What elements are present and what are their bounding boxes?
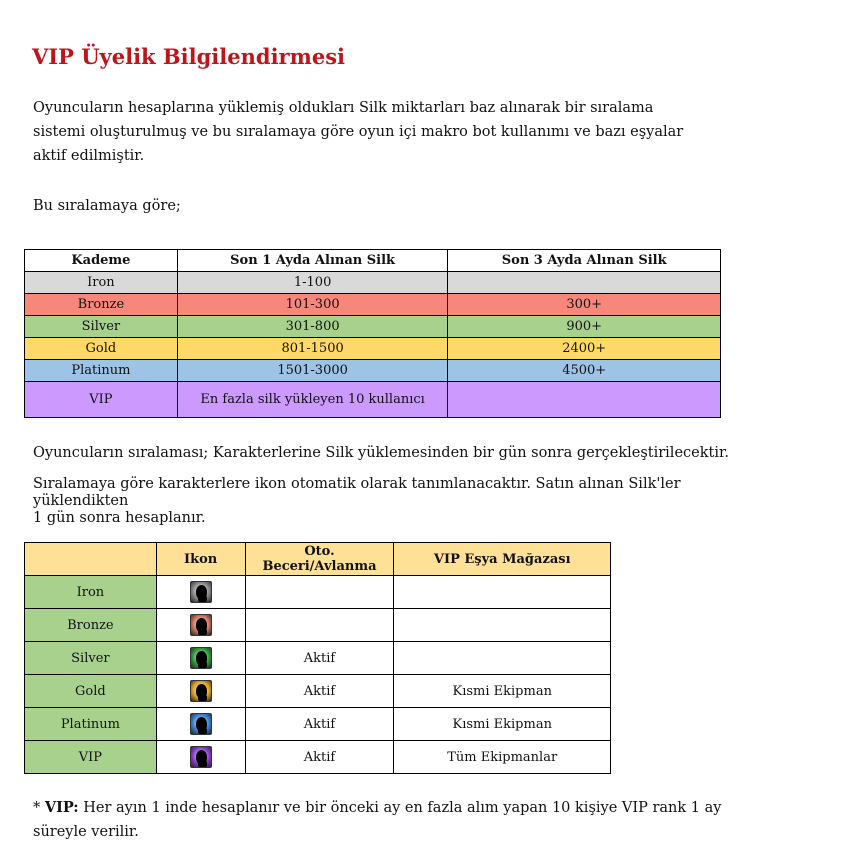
month3-value: 300+	[448, 294, 721, 316]
vip-avatar-icon	[190, 746, 212, 768]
ranking-note: Oyuncuların sıralaması; Karakterlerine Silk yüklemesinden bir gün sonra gerçekleştirilecektir.	[33, 445, 729, 461]
iron-avatar-icon	[190, 581, 212, 603]
table-row	[25, 675, 611, 708]
table-row	[25, 382, 721, 418]
bronze-avatar-icon	[190, 614, 212, 636]
header-month1: Son 1 Ayda Alınan Silk	[177, 250, 448, 272]
vip-shop-value: Kısmi Ekipman	[394, 708, 611, 741]
table-row	[25, 338, 721, 360]
month3-value	[448, 272, 721, 294]
table-row	[25, 294, 721, 316]
table-row	[25, 316, 721, 338]
feature-table-header	[25, 543, 611, 576]
tier-table	[24, 249, 721, 418]
month3-value: 4500+	[448, 360, 721, 382]
tier-name: Gold	[25, 675, 157, 708]
table-row	[25, 642, 611, 675]
vip-shop-value	[394, 609, 611, 642]
month3-value: 2400+	[448, 338, 721, 360]
month1-value: 1-100	[177, 272, 448, 294]
header-vip-shop: VIP Eşya Mağazası	[394, 543, 611, 576]
month1-value: 301-800	[177, 316, 448, 338]
footnote-text: Her ayın 1 inde hesaplanır ve bir önceki ay en fazla alım yapan 10 kişiye VIP rank 1 ay süreyle verilir.	[33, 800, 722, 840]
tier-name: Iron	[25, 576, 157, 609]
footnote-prefix: *	[33, 800, 45, 816]
auto-skill-value: Aktif	[245, 642, 394, 675]
subtitle: Bu sıralamaya göre;	[33, 198, 181, 214]
silver-avatar-icon	[190, 647, 212, 669]
vip-shop-value: Tüm Ekipmanlar	[394, 741, 611, 774]
intro-line-2: sistemi oluşturulmuş ve bu sıralamaya göre oyun içi makro bot kullanımı ve bazı eşyalar	[33, 124, 684, 140]
icon-note	[33, 476, 773, 527]
tier-name: Bronze	[25, 294, 178, 316]
month3-value: 900+	[448, 316, 721, 338]
table-row	[25, 272, 721, 294]
header-icon: Ikon	[156, 543, 245, 576]
vip-shop-value: Kısmi Ekipman	[394, 675, 611, 708]
tier-name: Platinum	[25, 708, 157, 741]
table-row	[25, 741, 611, 774]
intro-line-1: Oyuncuların hesaplarına yüklemiş oldukları Silk miktarları baz alınarak bir sıralama	[33, 100, 654, 116]
month3-value	[448, 382, 721, 418]
auto-skill-value	[245, 609, 394, 642]
tier-name: Silver	[25, 642, 157, 675]
tier-name: Gold	[25, 338, 178, 360]
auto-skill-value: Aktif	[245, 741, 394, 774]
gold-avatar-icon	[190, 680, 212, 702]
table-row	[25, 708, 611, 741]
icon-note-line-2: 1 gün sonra hesaplanır.	[33, 510, 206, 526]
intro-paragraph	[33, 96, 773, 168]
month1-value: 1501-3000	[177, 360, 448, 382]
header-month3: Son 3 Ayda Alınan Silk	[448, 250, 721, 272]
footnote-label: VIP:	[44, 799, 79, 816]
header-auto-skill: Oto. Beceri/Avlanma	[245, 543, 394, 576]
header-tier: Kademe	[25, 250, 178, 272]
tier-table-header	[25, 250, 721, 272]
tier-name: VIP	[25, 741, 157, 774]
table-row	[25, 576, 611, 609]
tier-name: VIP	[25, 382, 178, 418]
tier-name: Silver	[25, 316, 178, 338]
icon-note-line-1: Sıralamaya göre karakterlere ikon otomatik olarak tanımlanacaktır. Satın alınan Silk'ler yüklendikten	[33, 476, 681, 509]
page-title: VIP Üyelik Bilgilendirmesi	[32, 44, 345, 69]
tier-name: Bronze	[25, 609, 157, 642]
table-row	[25, 360, 721, 382]
table-row	[25, 609, 611, 642]
month1-value: 101-300	[177, 294, 448, 316]
platinum-avatar-icon	[190, 713, 212, 735]
tier-name: Iron	[25, 272, 178, 294]
month1-value: En fazla silk yükleyen 10 kullanıcı	[177, 382, 448, 418]
vip-shop-value	[394, 576, 611, 609]
intro-line-3: aktif edilmiştir.	[33, 148, 145, 164]
tier-name: Platinum	[25, 360, 178, 382]
auto-skill-value: Aktif	[245, 675, 394, 708]
header-empty	[25, 543, 157, 576]
vip-shop-value	[394, 642, 611, 675]
footnote	[33, 796, 773, 844]
month1-value: 801-1500	[177, 338, 448, 360]
auto-skill-value	[245, 576, 394, 609]
feature-table	[24, 542, 611, 774]
auto-skill-value: Aktif	[245, 708, 394, 741]
